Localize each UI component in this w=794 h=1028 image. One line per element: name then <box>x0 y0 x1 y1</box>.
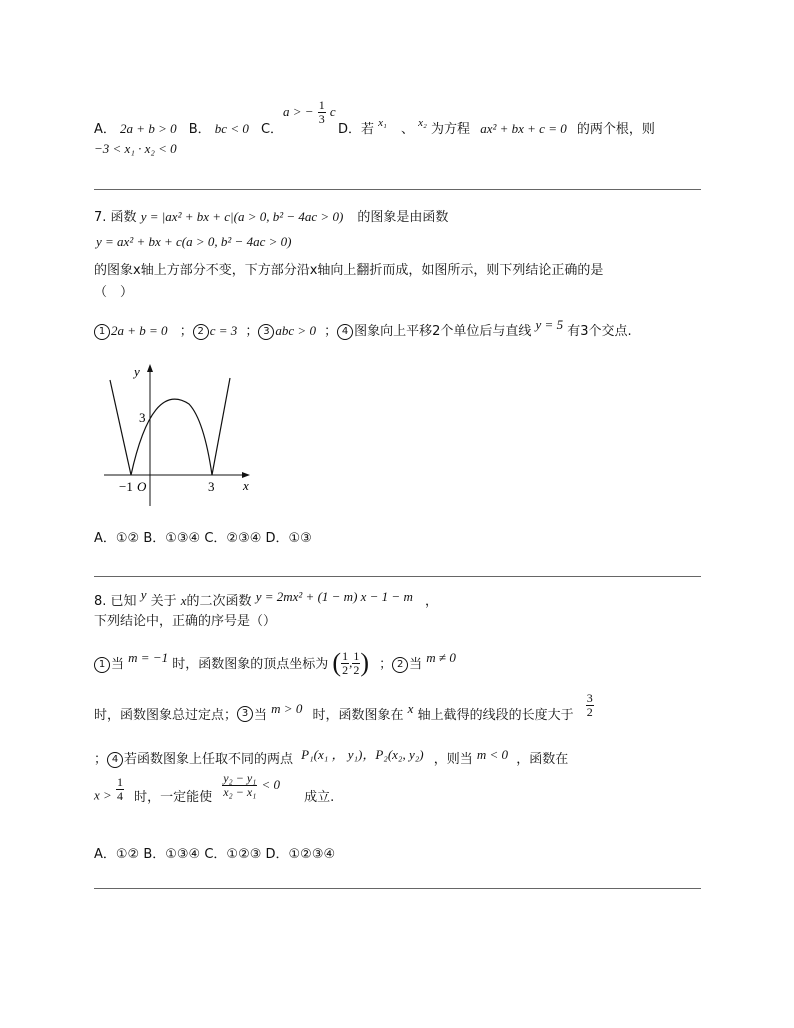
q8-s3-frac-num: 3 <box>586 691 593 705</box>
q6-c-frac-num: 1 <box>318 98 325 112</box>
q8-s3-pre: 当 <box>254 708 268 723</box>
q8-s4-end: 成立. <box>304 790 335 805</box>
q8-s4-cond: m < 0 <box>476 747 509 762</box>
q7-statement-1: 2a + b = 0 <box>111 323 168 338</box>
q6-option-d-label: D．若 <box>338 122 375 137</box>
q6-d-x1: x₁ <box>378 117 387 129</box>
q8-options: A．①② B．①③④ C．①②③ D．①②③④ <box>94 847 336 862</box>
q7-statement-4-marker: 4 <box>337 324 353 340</box>
q7-statement-1-marker: 1 <box>94 324 110 340</box>
q6-d-x2: x₂ <box>418 117 427 129</box>
q7-function-graph <box>96 360 266 510</box>
q8-vx-den: 2 <box>342 662 349 677</box>
q8-s4-mid2: ，函数在 <box>516 752 569 767</box>
q8-line2: 下列结论中，正确的序号是（） <box>94 614 277 629</box>
q7-function-abs: y = |ax² + bx + c|(a > 0, b² − 4ac > 0) <box>140 209 344 224</box>
q8-statement-4 <box>94 748 568 768</box>
q8-s3-mid: 时，函数图象在 <box>312 708 404 723</box>
q8-s4-x-den: 4 <box>116 789 123 803</box>
graph-y-tick-3: 3 <box>139 410 146 425</box>
q8-number: 8. 已知 <box>94 594 137 609</box>
q8-s1-semi: ； <box>379 657 393 673</box>
q8-s3-x: x <box>407 701 414 716</box>
q7-function-2: y = ax² + bx + c(a > 0, b² − 4ac > 0) <box>96 234 292 249</box>
q8-s4-x-fraction <box>116 776 124 803</box>
graph-x-label: x <box>243 478 249 493</box>
divider-2 <box>94 576 701 577</box>
q8-s3-cond: m > 0 <box>271 701 303 716</box>
q8-s2-text: 时，函数图象总过定点； <box>94 708 238 723</box>
q8-statement-4-cont <box>94 771 335 809</box>
q6-option-a-label: A． <box>94 122 116 137</box>
divider-3 <box>94 888 701 889</box>
q8-s4-ineq-den: x₂ − x₁ <box>223 785 257 799</box>
q7-statement-3-marker: 3 <box>258 324 274 340</box>
q7-options: A．①② B．①③④ C．②③④ D．①③ <box>94 531 312 546</box>
graph-origin-label: O <box>137 479 147 494</box>
q8-vx-num: 1 <box>342 648 349 663</box>
q6-d-sep: 、 <box>401 122 415 137</box>
q8-s4-semi: ； <box>94 752 108 767</box>
q6-d-end: 的两个根，则 <box>576 122 655 137</box>
q6-option-c-expr <box>283 99 336 126</box>
q8-mid-1: 关于 <box>150 594 177 609</box>
q8-y: y <box>140 587 147 602</box>
q8-s2-pre: 当 <box>409 657 423 673</box>
q8-s3-frac-den: 2 <box>586 705 593 719</box>
q7-description: 的图象x轴上方部分不变，下方部分沿x轴向上翻折而成，如图所示，则下列结论正确的是 <box>94 263 604 278</box>
q6-option-c-label: C． <box>260 122 284 137</box>
q8-s3-end: 轴上截得的线段的长度大于 <box>417 708 574 723</box>
q6-option-b-expr: bc < 0 <box>214 121 249 136</box>
graph-x-tick-neg1: −1 <box>119 479 133 494</box>
q7-paren: （ ） <box>94 285 134 300</box>
q8-s4-text: 若函数图象上任取不同的两点 <box>124 752 294 767</box>
q8-statement-3-marker: 3 <box>237 706 253 722</box>
graph-y-arrow <box>147 364 153 372</box>
q6-option-a-expr: 2a + b > 0 <box>120 121 177 136</box>
q7-statement-4-line: y = 5 <box>535 317 564 332</box>
q8-mid-2: 的二次函数 <box>186 594 252 609</box>
q7-semi-3: ； <box>324 324 338 339</box>
q8-s4-mid: ，则当 <box>433 752 473 767</box>
q8-s4-inequality-fraction <box>222 772 257 799</box>
q8-x: x <box>180 593 187 608</box>
graph-y-label: y <box>134 364 140 379</box>
q8-s1-cond: m = −1 <box>128 650 169 666</box>
q7-statement-3: abc > 0 <box>275 323 316 338</box>
q7-statement-4-text: 图象向上平移2个单位后与直线 <box>354 324 532 339</box>
q7-semi-2: ； <box>245 324 259 339</box>
q7-intro <box>94 206 448 225</box>
q8-statement-4-marker: 4 <box>107 752 123 768</box>
q6-option-b-label: B． <box>188 122 211 137</box>
q6-d-condition: −3 < x₁ · x₂ < 0 <box>94 141 177 156</box>
q8-s4-ineq-num: y₂ − y₁ <box>223 771 257 785</box>
q8-s3-fraction <box>586 692 594 719</box>
q7-statements <box>94 317 632 340</box>
q8-comma: ， <box>425 594 439 609</box>
q8-s1-vertex-x <box>341 650 349 677</box>
q8-s2-cond: m ≠ 0 <box>426 650 456 666</box>
q8-s4-x-num: 1 <box>116 775 123 789</box>
q8-statement-1-marker: 1 <box>94 657 110 673</box>
q8-s4-mid3: 时，一定能使 <box>134 790 213 805</box>
q8-statement-2-marker: 2 <box>392 657 408 673</box>
q8-function: y = 2mx² + (1 − m) x − 1 − m <box>255 589 413 604</box>
q6-options-row <box>94 118 283 137</box>
q8-s4-ineq-post: < 0 <box>261 777 280 792</box>
q7-statement-4-end: 有3个交点. <box>567 324 632 339</box>
q8-s4-x-pre: x > <box>94 787 112 803</box>
q8-s1-pre: 当 <box>111 657 125 673</box>
q7-statement-2: c = 3 <box>209 323 238 338</box>
q8-statement-2-3 <box>94 691 594 727</box>
q8-statement-1-2 <box>94 648 456 678</box>
q6-c-frac-den: 3 <box>318 112 325 126</box>
graph-curve <box>110 378 230 475</box>
q8-s4-points: P₁(x₁ ， y₁)，P₂(x₂, y₂) <box>301 747 424 762</box>
q8-s1-vertex-y <box>352 650 360 677</box>
q8-s1-vertex: ( $\frac{1}{2}$ , $\frac{1}{2}$ ) <box>332 648 369 677</box>
q7-number: 7. 函数 <box>94 210 137 225</box>
q6-d-mid: 为方程 <box>431 122 471 137</box>
q8-vy-den: 2 <box>353 662 360 677</box>
divider-1 <box>94 189 701 190</box>
q6-d-equation: ax² + bx + c = 0 <box>480 121 567 136</box>
q8-s1-mid: 时，函数图象的顶点坐标为 <box>172 657 329 673</box>
q8-vy-num: 1 <box>353 648 360 663</box>
q6-option-c-fraction <box>318 99 326 126</box>
q6-option-d <box>338 118 655 137</box>
q7-semi-1: ； <box>179 324 193 339</box>
q6-option-c-pre: a > − <box>283 104 314 119</box>
graph-x-tick-3: 3 <box>208 479 215 494</box>
q7-statement-2-marker: 2 <box>193 324 209 340</box>
q7-intro-end: 的图象是由函数 <box>357 210 449 225</box>
q6-option-c-post: c <box>329 104 336 119</box>
q8-intro <box>94 587 439 609</box>
